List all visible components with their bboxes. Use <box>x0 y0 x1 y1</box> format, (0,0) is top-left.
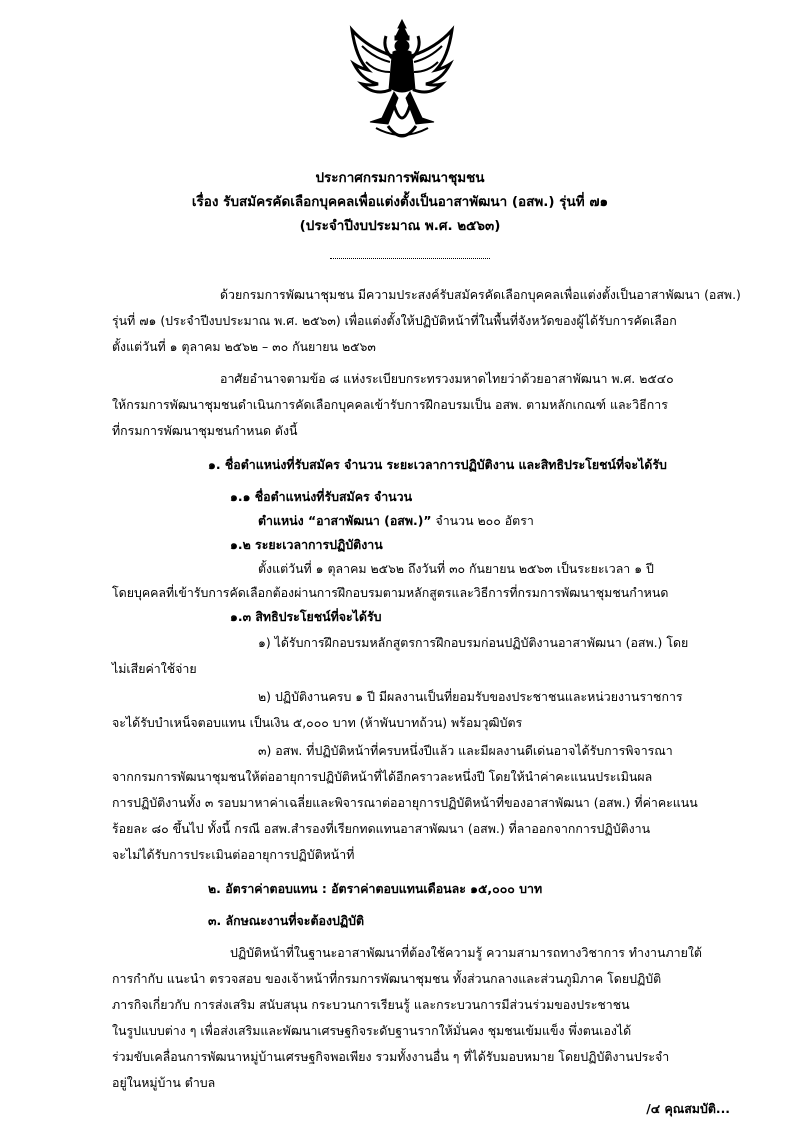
position-name: ตำแหน่ง “อาสาพัฒนา (อสพ.)” <box>258 513 432 528</box>
intro-line: ด้วยกรมการพัฒนาชุมชน มีความประสงค์รับสมัครคัดเลือกบุคคลเพื่อแต่งตั้งเป็นอาสาพัฒนา (อสพ.) <box>220 287 741 302</box>
benefit-line: ร้อยละ ๘๐ ขึ้นไป ทั้งนี้ กรณี อสพ.สำรองที่เรียกทดแทนอาสาพัฒนา (อสพ.) ที่ลาออกจากการปฏิบัติงาน <box>112 821 651 836</box>
announcement-fiscal-year: (ประจำปีงบประมาณ พ.ศ. ๒๕๖๓) <box>299 218 501 234</box>
benefit-line: การปฏิบัติงานทั้ง ๓ รอบมาหาค่าเฉลี่ยและพิจารณาต่ออายุการปฏิบัติหน้าที่ของอาสาพัฒนา (อสพ.) ที่ค่าคะแนน <box>112 795 698 810</box>
position-count: จำนวน ๒๐๐ อัตรา <box>431 513 534 528</box>
announcement-subject: เรื่อง รับสมัครคัดเลือกบุคคลเพื่อแต่งตั้งเป็นอาสาพัฒนา (อสพ.) รุ่นที่ ๗๑ <box>191 194 609 210</box>
benefit-line: จากกรมการพัฒนาชุมชนให้ต่ออายุการปฏิบัติหน้าที่ได้อีกคราวละหนึ่งปี โดยให้นำค่าคะแนนประเมินผล <box>112 769 653 784</box>
benefit-line: ๒) ปฏิบัติงานครบ ๑ ปี มีผลงานเป็นที่ยอมรับของประชาชนและหน่วยงานราชการ <box>258 689 683 704</box>
benefit-line: ไม่เสียค่าใช้จ่าย <box>112 661 197 676</box>
benefit-line: จะได้รับบำเหน็จตอบแทน เป็นเงิน ๕,๐๐๐ บาท (ห้าพันบาทถ้วน) พร้อมวุฒิบัตร <box>112 715 523 730</box>
intro-line: ตั้งแต่วันที่ ๑ ตุลาคม ๒๕๖๒ – ๓๐ กันยายน ๒๕๖๓ <box>112 339 376 354</box>
authority-line: ที่กรมการพัฒนาชุมชนกำหนด ดังนี้ <box>112 423 298 438</box>
intro-line: รุ่นที่ ๗๑ (ประจำปีงบประมาณ พ.ศ. ๒๕๖๓) เพื่อแต่งตั้งให้ปฏิบัติหน้าที่ในพื้นที่จังหวัดของผู้ได้รับการคัดเลือก <box>112 313 677 328</box>
position-line <box>258 508 534 534</box>
benefit-line: ๓) อสพ. ที่ปฏิบัติหน้าที่ครบหนึ่งปีแล้ว และมีผลงานดีเด่นอาจได้รับการพิจารณา <box>258 743 673 758</box>
section-1-title: ๑. ชื่อตำแหน่งที่รับสมัคร จำนวน ระยะเวลาการปฏิบัติงาน และสิทธิประโยชน์ที่จะได้รับ <box>208 457 667 472</box>
announcement-org: ประกาศกรมการพัฒนาชุมชน <box>315 170 485 186</box>
period-line: ตั้งแต่วันที่ ๑ ตุลาคม ๒๕๖๒ ถึงวันที่ ๓๐ กันยายน ๒๕๖๓ เป็นระยะเวลา ๑ ปี <box>258 561 654 576</box>
duty-line: ในรูปแบบต่าง ๆ เพื่อส่งเสริมและพัฒนาเศรษฐกิจระดับฐานรากให้มั่นคง ชุมชนเข้มแข็ง พึ่งตนเองได้ <box>112 1023 632 1038</box>
duty-line: อยู่ในหมู่บ้าน ตำบล <box>112 1075 216 1090</box>
benefit-line: ๑) ได้รับการฝึกอบรมหลักสูตรการฝึกอบรมก่อนปฏิบัติงานอาสาพัฒนา (อสพ.) โดย <box>258 635 689 650</box>
benefit-line: จะไม่ได้รับการประเมินต่ออายุการปฏิบัติหน้าที่ <box>112 847 355 862</box>
authority-line: ให้กรมการพัฒนาชุมชนดำเนินการคัดเลือกบุคคลเข้ารับการฝึกอบรมเป็น อสพ. ตามหลักเกณฑ์ และวิธีการ <box>112 397 668 412</box>
section-1-2-title: ๑.๒ ระยะเวลาการปฏิบัติงาน <box>230 537 383 552</box>
duty-line: การกำกับ แนะนำ ตรวจสอบ ของเจ้าหน้าที่กรมการพัฒนาชุมชน ทั้งส่วนกลางและส่วนภูมิภาค โดยปฏิบัติ <box>112 971 662 986</box>
period-line: โดยบุคคลที่เข้ารับการคัดเลือกต้องผ่านการฝึกอบรมตามหลักสูตรและวิธีการที่กรมการพัฒนาชุมชนกำหนด <box>112 585 669 600</box>
continuation-note: /๔ คุณสมบัติ... <box>646 1101 730 1116</box>
section-1-3-title: ๑.๓ สิทธิประโยชน์ที่จะได้รับ <box>230 609 382 624</box>
duty-line: ปฏิบัติหน้าที่ในฐานะอาสาพัฒนาที่ต้องใช้ความรู้ ความสามารถทางวิชาการ ทำงานภายใต้ <box>230 945 702 960</box>
section-2-title: ๒. อัตราค่าตอบแทน : อัตราค่าตอบแทนเดือนละ ๑๕,๐๐๐ บาท <box>208 881 543 896</box>
duty-line: ร่วมขับเคลื่อนการพัฒนาหมู่บ้านเศรษฐกิจพอเพียง รวมทั้งงานอื่น ๆ ที่ได้รับมอบหมาย โดยปฏิบัติงานประจำ <box>112 1049 670 1064</box>
garuda-emblem-icon <box>348 18 456 148</box>
authority-line: อาศัยอำนาจตามข้อ ๘ แห่งระเบียบกระทรวงมหาดไทยว่าด้วยอาสาพัฒนา พ.ศ. ๒๕๔๐ <box>220 371 674 386</box>
divider-dots <box>330 258 490 259</box>
section-1-1-title: ๑.๑ ชื่อตำแหน่งที่รับสมัคร จำนวน <box>230 489 413 504</box>
section-3-title: ๓. ลักษณะงานที่จะต้องปฏิบัติ <box>208 913 365 928</box>
duty-line: ภารกิจเกี่ยวกับ การส่งเสริม สนับสนุน กระบวนการเรียนรู้ และกระบวนการมีส่วนร่วมของประชาชน <box>112 997 630 1012</box>
